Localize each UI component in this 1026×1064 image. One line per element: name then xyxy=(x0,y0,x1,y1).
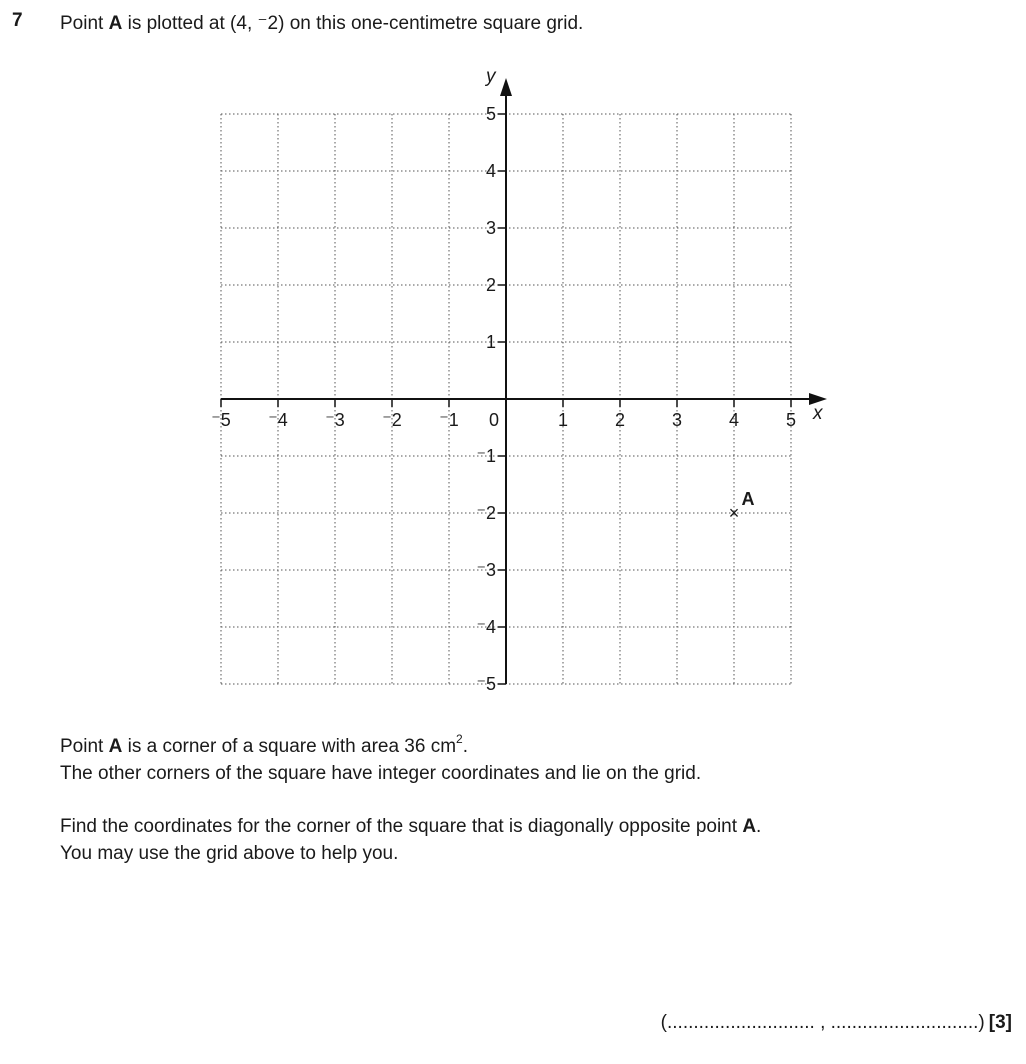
y-tick-label: 3 xyxy=(485,218,496,238)
intro-post: is plotted at (4, ⁻2) on this one-centimetre square grid. xyxy=(122,13,584,34)
x-tick-label: ⁻5 xyxy=(211,410,231,430)
x-tick-label: ⁻3 xyxy=(325,410,345,430)
y-axis-arrow-icon xyxy=(500,78,512,96)
x-tick-label: ⁻2 xyxy=(382,410,402,430)
task-statement xyxy=(60,816,761,838)
p1-mid: is a corner of a square with area 36 cm xyxy=(122,736,457,757)
p3-pre: Find the coordinates for the corner of the square that is diagonally opposite point xyxy=(60,816,743,837)
origin-label: 0 xyxy=(488,410,500,430)
y-tick-label: ⁻2 xyxy=(476,503,496,523)
intro-point-name: A xyxy=(108,13,123,34)
x-tick-label: 2 xyxy=(614,410,626,430)
answer-blanks[interactable]: (............................ , ............................) xyxy=(660,1012,985,1033)
p1-end: . xyxy=(462,736,469,757)
y-tick-label: ⁻3 xyxy=(476,560,496,580)
intro-pre: Point xyxy=(60,13,109,34)
y-tick-label: ⁻4 xyxy=(476,617,496,637)
hint-statement: You may use the grid above to help you. xyxy=(60,843,399,864)
y-tick-label: 1 xyxy=(485,332,496,352)
x-tick-label: 5 xyxy=(785,410,797,430)
y-tick-label: 4 xyxy=(485,161,496,181)
answer-line[interactable] xyxy=(661,1012,1012,1034)
x-tick-label: ⁻4 xyxy=(268,410,288,430)
p1-superscript: 2 xyxy=(456,732,463,746)
x-tick-label: ⁻1 xyxy=(439,410,459,430)
p3-point-name: A xyxy=(742,816,757,837)
y-axis-label: y xyxy=(486,66,496,87)
point-marker-cross: × xyxy=(728,503,740,523)
p3-end: . xyxy=(756,816,762,837)
point-label: A xyxy=(741,489,755,509)
y-tick-label: ⁻5 xyxy=(476,674,496,694)
y-tick-label: 2 xyxy=(485,275,496,295)
x-tick-label: 3 xyxy=(671,410,683,430)
square-area-statement xyxy=(60,732,469,758)
marks-label: [3] xyxy=(988,1012,1012,1033)
question-number: 7 xyxy=(12,10,23,31)
p1-point-name: A xyxy=(108,736,123,757)
integer-coordinates-statement: The other corners of the square have integer coordinates and lie on the grid. xyxy=(60,763,702,784)
y-tick-label: ⁻1 xyxy=(476,446,496,466)
p1-pre: Point xyxy=(60,736,109,757)
y-tick-label: 5 xyxy=(485,104,496,124)
x-tick-label: 1 xyxy=(557,410,569,430)
x-axis-label: x xyxy=(813,403,823,424)
x-tick-label: 4 xyxy=(728,410,740,430)
